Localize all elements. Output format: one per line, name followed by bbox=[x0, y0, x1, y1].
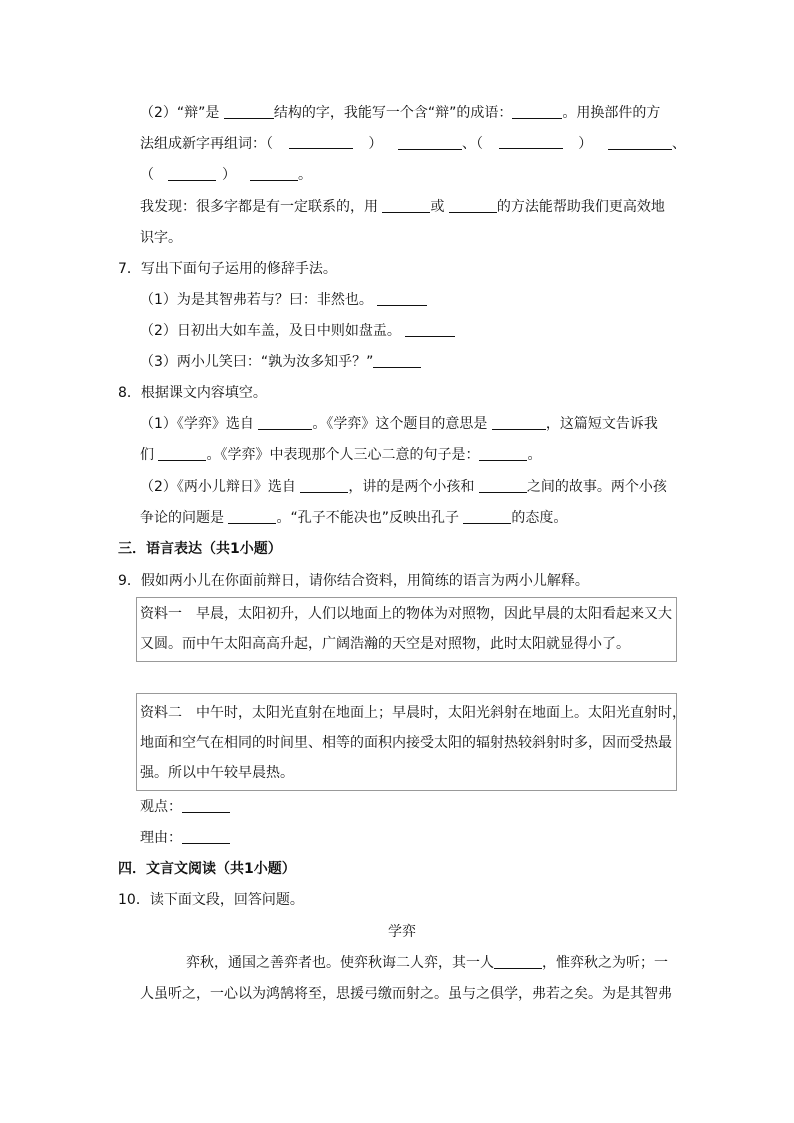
blank[interactable] bbox=[479, 478, 527, 493]
q6-line-3: （ ） 。 bbox=[140, 167, 312, 183]
material-2-line-3: 强。所以中午较早晨热。 bbox=[140, 765, 294, 781]
q6-line-1: （2）“辩”是 结构的字，我能写一个含“辩”的成语： 。用换部件的方 bbox=[140, 105, 661, 121]
blank[interactable] bbox=[449, 198, 497, 213]
blank[interactable] bbox=[158, 446, 206, 461]
reason-line: 理由： bbox=[140, 828, 230, 848]
blank[interactable] bbox=[258, 415, 312, 430]
passage-line-1: 弈秋，通国之善弈者也。使弈秋诲二人弈，其一人 ，惟弈秋之为听；一 bbox=[186, 955, 668, 971]
blank[interactable] bbox=[499, 134, 563, 149]
q7-item-1: （1）为是其智弗若与？曰：非然也。 bbox=[140, 290, 427, 310]
blank[interactable] bbox=[479, 446, 527, 461]
q8-line-3: （2）《两小儿辩日》选自 ，讲的是两个小孩和 之间的故事。两个小孩 bbox=[140, 479, 667, 495]
blank[interactable] bbox=[608, 135, 672, 150]
q8-title: 8．根据课文内容填空。 bbox=[118, 385, 267, 401]
section-4-heading: 四．文言文阅读（共1小题） bbox=[118, 861, 296, 877]
blank[interactable] bbox=[405, 322, 455, 337]
q8-line-4: 争论的问题是 。“孔子不能决也”反映出孔子 的态度。 bbox=[140, 510, 568, 526]
q7-item-2: （2）日初出大如车盖，及日中则如盘盂。 bbox=[140, 321, 455, 341]
blank[interactable] bbox=[224, 104, 274, 119]
q8-line-1: （1）《学弈》选自 。《学弈》这个题目的意思是 ，这篇短文告诉我 bbox=[140, 416, 658, 432]
passage-title: 学弈 bbox=[388, 924, 416, 940]
q6-line-5: 识字。 bbox=[140, 230, 182, 246]
q6-line-4: 我发现：很多字都是有一定联系的，用 或 的方法能帮助我们更高效地 bbox=[140, 199, 665, 215]
blank[interactable] bbox=[182, 798, 230, 813]
blank[interactable] bbox=[250, 166, 298, 181]
q7-item-3: （3）两小儿笑曰：“孰为汝多知乎？” bbox=[140, 352, 421, 372]
blank[interactable] bbox=[463, 509, 511, 524]
blank[interactable] bbox=[492, 415, 546, 430]
q10-title: 10．读下面文段，回答问题。 bbox=[118, 892, 304, 908]
blank[interactable] bbox=[289, 134, 353, 149]
q6-line-2: 法组成新字再组词：（ ） 、（ ） 、 bbox=[140, 136, 686, 152]
material-1-line-1: 资料一 早晨，太阳初升，人们以地面上的物体为对照物，因此早晨的太阳看起来又大 bbox=[140, 606, 672, 622]
blank[interactable] bbox=[168, 166, 216, 181]
blank[interactable] bbox=[300, 478, 348, 493]
blank[interactable] bbox=[382, 198, 430, 213]
material-2-line-2: 地面和空气在相同的时间里、相等的面积内接受太阳的辐射热较斜射时多，因而受热最 bbox=[140, 735, 672, 751]
q8-line-2: 们 。《学弈》中表现那个人三心二意的句子是： 。 bbox=[140, 447, 542, 463]
passage-line-2: 人虽听之，一心以为鸿鹄将至，思援弓缴而射之。虽与之俱学，弗若之矣。为是其智弗 bbox=[140, 986, 672, 1002]
blank[interactable] bbox=[377, 291, 427, 306]
material-2-line-1: 资料二 中午时，太阳光直射在地面上；早晨时，太阳光斜射在地面上。太阳光直射时， bbox=[140, 705, 686, 721]
blank[interactable] bbox=[512, 104, 562, 119]
viewpoint-line: 观点： bbox=[140, 797, 230, 817]
q7-title: 7．写出下面句子运用的修辞手法。 bbox=[118, 261, 337, 277]
blank[interactable] bbox=[494, 954, 542, 969]
section-3-heading: 三．语言表达（共1小题） bbox=[118, 541, 282, 557]
blank[interactable] bbox=[398, 135, 462, 150]
blank[interactable] bbox=[373, 353, 421, 368]
blank[interactable] bbox=[182, 829, 230, 844]
q9-title: 9．假如两小儿在你面前辩日，请你结合资料，用简练的语言为两小儿解释。 bbox=[118, 573, 589, 589]
material-1-line-2: 又圆。而中午太阳高高升起，广阔浩瀚的天空是对照物，此时太阳就显得小了。 bbox=[140, 636, 630, 652]
blank[interactable] bbox=[228, 509, 276, 524]
